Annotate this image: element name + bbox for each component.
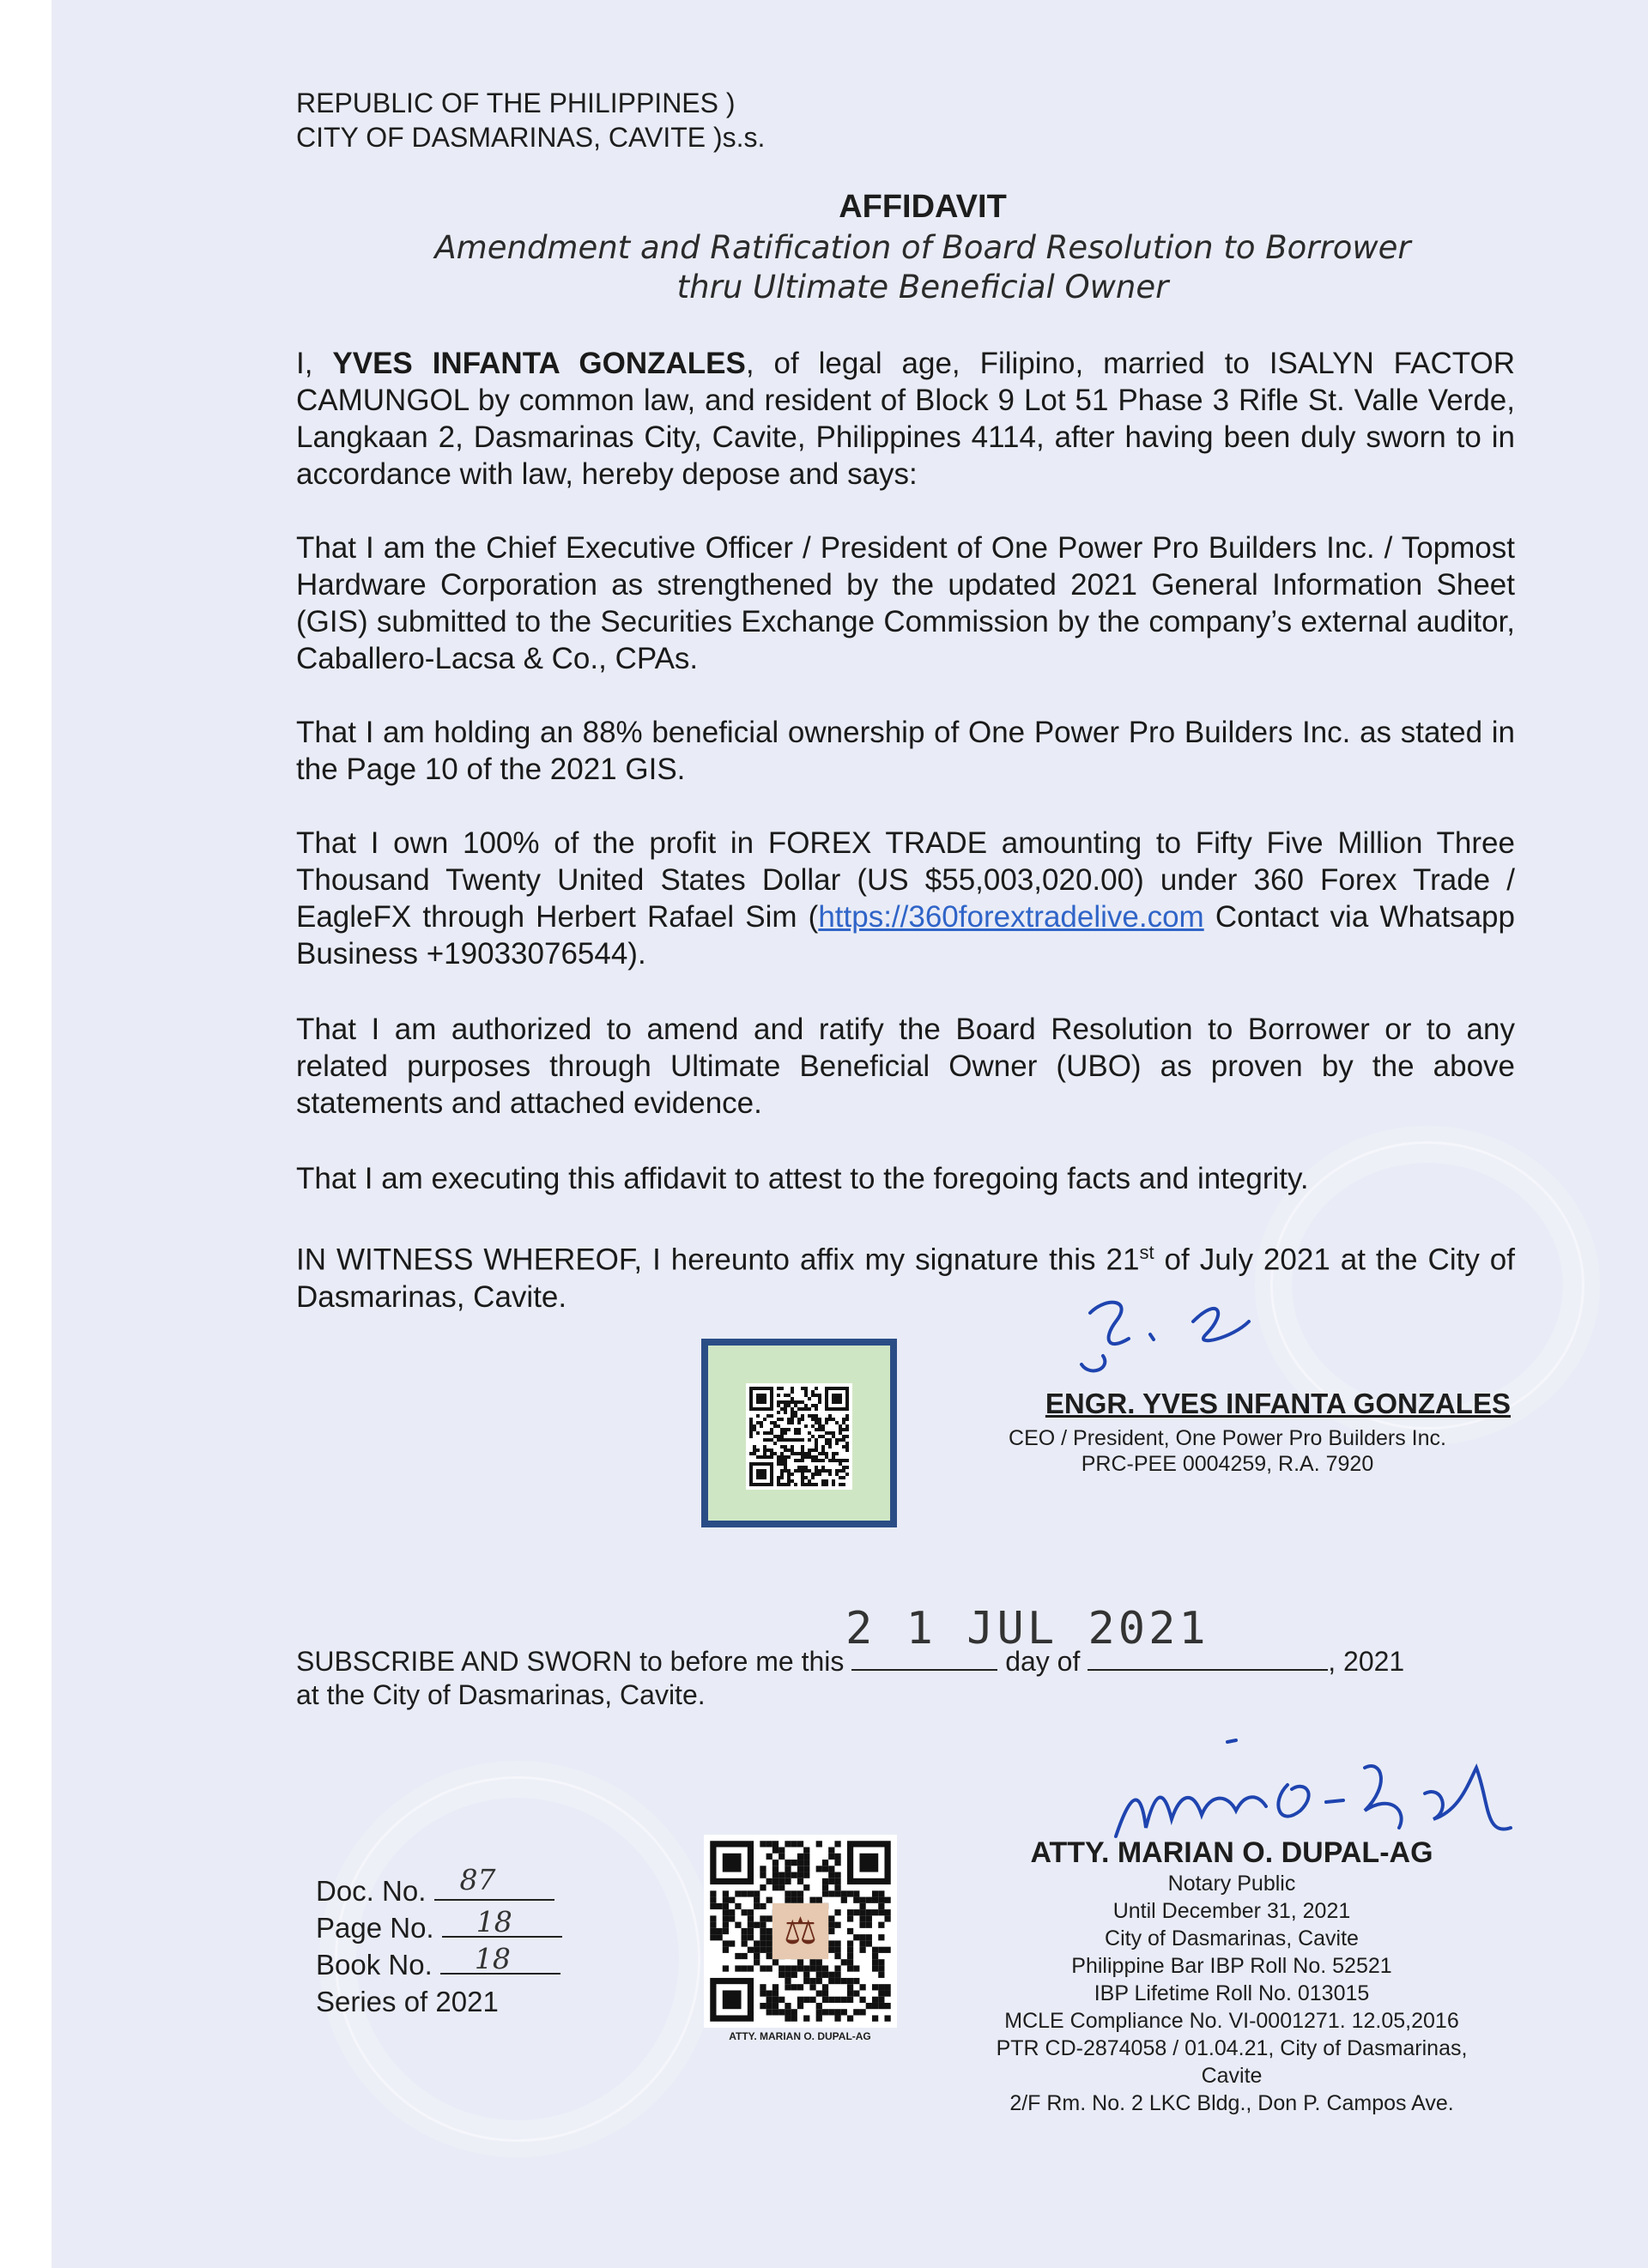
book-number: 18: [474, 1942, 511, 1975]
affiant-name-inline: YVES INFANTA GONZALES: [332, 347, 746, 380]
book-label: Book No.: [316, 1949, 433, 1981]
notary-line: Philippine Bar IBP Roll No. 52521: [1071, 1954, 1392, 1978]
jurat-line-1: [296, 1646, 1404, 1678]
affiant-signature: [1056, 1287, 1279, 1382]
paragraph-ownership: That I am holding an 88% beneficial ownership of One Power Pro Builders Inc. as stated in the Page 10 of the 2021 GIS.: [296, 716, 1515, 786]
forex-text: That I own 100% of the profit in FOREX TRADE amounting to Fifty Five Million Three Thousand Twenty United States Dollar (US $55,003,020.00) under 360 Forex Trade / EagleFX through Herbert Rafael Sim (: [296, 826, 1515, 934]
notary-line: Until December 31, 2021: [1112, 1899, 1351, 1923]
notary-qr-caption: ATTY. MARIAN O. DUPAL-AG: [729, 2030, 871, 2042]
affiant-license: PRC-PEE 0004259, R.A. 7920: [1081, 1452, 1374, 1476]
page-number: 18: [476, 1905, 512, 1938]
notary-qr-code: [704, 1835, 897, 2028]
notary-line: PTR CD-2874058 / 01.04.21, City of Dasmarinas, Cavite: [996, 2036, 1468, 2088]
affiant-name: ENGR. YVES INFANTA GONZALES: [1045, 1388, 1511, 1419]
date-stamp: 2 1 JUL 2021: [845, 1603, 1209, 1654]
doc-number: 87: [459, 1863, 496, 1896]
jurat-year: , 2021: [1328, 1646, 1405, 1677]
witness-text-end: of July 2021 at the City of Dasmarinas, Cavite.: [296, 1243, 1515, 1314]
affidavit-page: [52, 0, 1648, 2268]
document-subtitle-line-1: Amendment and Ratification of Board Resolution to Borrower: [434, 229, 1411, 266]
paragraph-witness: [296, 1234, 1515, 1315]
venue-line-1: REPUBLIC OF THE PHILIPPINES ): [296, 88, 736, 118]
forex-link[interactable]: https://360forextradelive.com: [818, 900, 1204, 934]
jurat-day-label: day of: [1005, 1646, 1081, 1677]
notary-block: [970, 1836, 1494, 2117]
paragraph-ceo: That I am the Chief Executive Officer / President of One Power Pro Builders Inc. / Topmost Hardware Corporation as strengthened by the updated 2021 General Information Sheet (GIS) submitted to the Securities Exchange Commission by the company’s external auditor, Caballero-Lacsa & Co., CPAs.: [296, 531, 1515, 675]
svg-text:⚖: ⚖: [783, 1911, 818, 1953]
notary-line: City of Dasmarinas, Cavite: [1105, 1926, 1359, 1950]
book-number-row: [316, 1942, 562, 1983]
notary-line: IBP Lifetime Roll No. 013015: [1094, 1981, 1370, 2005]
notary-line: MCLE Compliance No. VI-0001271. 12.05,2016: [1004, 2009, 1459, 2033]
jurat-day-blank: [851, 1648, 997, 1671]
doc-label: Doc. No.: [316, 1875, 427, 1907]
affiant-block: [927, 1388, 1511, 1420]
intro-prefix: I,: [296, 347, 333, 380]
notary-name: ATTY. MARIAN O. DUPAL-AG: [1030, 1836, 1433, 1869]
jurat-month-blank: [1088, 1648, 1328, 1671]
affiant-title: CEO / President, One Power Pro Builders Inc.: [1009, 1426, 1446, 1450]
doc-number-row: [316, 1863, 562, 1909]
jurat-line-2: at the City of Dasmarinas, Cavite.: [296, 1679, 706, 1710]
witness-text: IN WITNESS WHEREOF, I hereunto affix my signature this 21: [296, 1243, 1140, 1277]
notary-line: Notary Public: [1167, 1872, 1296, 1896]
affiant-qr-code: [746, 1383, 852, 1490]
document-subtitle-line-2: thru Ultimate Beneficial Owner: [676, 269, 1169, 305]
doc-register: [316, 1863, 562, 2020]
witness-superscript: st: [1139, 1242, 1154, 1263]
venue-line-2: CITY OF DASMARINAS, CAVITE )s.s.: [296, 122, 766, 153]
forex-contact: Contact via Whatsapp Business +19033076544).: [296, 900, 1515, 971]
intro-text: , of legal age, Filipino, married to ISALYN FACTOR CAMUNGOL by common law, and resident of Block 9 Lot 51 Phase 3 Rifle St. Valle Verde, Langkaan 2, Dasmarinas City, Cavite, Philippines 4114, after having been duly sworn to in accordance with law, hereby depose and says:: [296, 347, 1515, 491]
document-title: AFFIDAVIT: [839, 189, 1007, 225]
paragraph-authorization: That I am authorized to amend and ratify the Board Resolution to Borrower or to any related purposes through Ultimate Beneficial Owner (UBO) as proven by the above statements and attached evidence.: [296, 1013, 1515, 1120]
intro-paragraph: [296, 345, 1515, 493]
series: Series of 2021: [316, 1986, 499, 2017]
affiant-qr-frame: [701, 1339, 897, 1527]
paragraph-attest: That I am executing this affidavit to attest to the foregoing facts and integrity.: [296, 1162, 1309, 1195]
page-label: Page No.: [316, 1912, 434, 1944]
page-number-row: [316, 1905, 562, 1946]
jurat-text: SUBSCRIBE AND SWORN to before me this: [296, 1646, 845, 1677]
paragraph-forex: [296, 825, 1515, 972]
notary-line: 2/F Rm. No. 2 LKC Bldg., Don P. Campos Ave.: [1009, 2091, 1454, 2115]
